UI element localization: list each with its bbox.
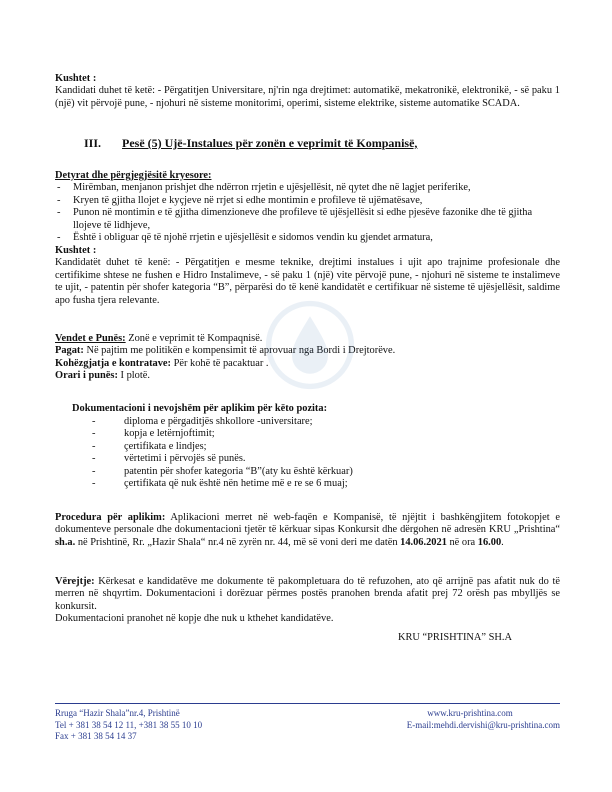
work-place-value: Zonë e veprimit të Kompaqnisë. — [125, 333, 263, 344]
list-item: - Është i obliguar që të njohë rrjetin e ujësjellësit e sidomos vendin ku gjendet armatura, — [55, 232, 560, 244]
work-place-label: Vendet e Punës: — [55, 333, 126, 344]
footer-email-link[interactable]: E-mail:mehdi.dervishi@kru-prishtina.com — [406, 719, 560, 730]
salary-label: Pagat: — [55, 345, 84, 357]
note-body: Kërkesat e kandidatëve me dokumente të pakompletuara do të refuzohen, ato që arrijnë pas afatit nuk do të merren në shqyrtim. Dokumentacioni i dorëzuar përmes postës pranohen brenda afatit prej 72 orësh pas mbylljës se konkursit. — [55, 576, 560, 612]
conditions-section-2 — [55, 245, 560, 307]
contract-label: Kohëzgjatja e kontratave: — [55, 357, 171, 369]
procedure-section — [55, 512, 560, 549]
conditions-section-1 — [55, 73, 560, 110]
schedule-label: Orari i punës: — [55, 370, 118, 382]
documents-section — [92, 416, 552, 490]
procedure-sha: sh.a. — [55, 536, 76, 548]
documents-label: Dokumentacioni i nevojshëm për aplikim për këto pozita: — [72, 403, 328, 414]
note-section — [55, 576, 560, 626]
procedure-text — [55, 512, 560, 549]
footer-divider — [55, 703, 560, 704]
footer-website-link[interactable]: www.kru-prishtina.com — [427, 708, 513, 718]
list-item: - kopja e letërnjoftimit; — [92, 428, 552, 440]
list-item: - çertifikata e lindjes; — [92, 441, 552, 453]
duties-label: Detyrat dhe përgjegjësitë kryesore: — [55, 170, 212, 181]
schedule-value: I plotë. — [117, 370, 150, 382]
footer-fax: Fax + 381 38 54 14 37 — [55, 731, 137, 741]
section-heading — [84, 136, 417, 151]
footer-contact — [55, 708, 202, 743]
procedure-deadline-time: 16.00 — [477, 536, 502, 548]
conditions-text: Kandidati duhet të ketë: - Përgatitjen Universitare, nj'rin nga drejtimet: automatikë, mekatronikë, elektronikë, - së paku 1 (një) vit përvojë pune, - njohuri në sisteme monitorimi, operimi, sisteme elektrike, sisteme automatike SCADA. — [55, 85, 560, 109]
note-text — [55, 576, 560, 613]
procedure-text-part: në Prishtinë, Rr. „Hazir Shala“ nr.4 në zyrën nr. 44, më së voni deri me datën — [75, 536, 401, 548]
footer-online — [340, 708, 560, 731]
watermark-logo-icon — [265, 300, 355, 390]
conditions-label: Kushtet : — [55, 245, 97, 256]
procedure-text-part: në ora — [446, 536, 478, 548]
documents-heading-wrap — [72, 403, 552, 415]
list-item: - Punon në montimin e të gjitha dimenzioneve dhe profileve të ujësjellësit si edhe pjesëve fazonike dhe të gjitha llojeve të lidhjeve, — [55, 207, 560, 232]
duties-list — [55, 182, 560, 244]
procedure-text-part: . — [501, 536, 504, 548]
list-item: - Kryen të gjitha llojet e kyçjeve në rrjet si edhe montimin e profileve të ujëmatësave, — [55, 195, 560, 207]
salary-value: Në pajtim me politikën e kompensimit të aprovuar nga Bordi i Drejtorëve. — [83, 345, 396, 357]
signature: KRU “PRISHTINA” SH.A — [398, 632, 513, 643]
note-label: Vërejtje: — [55, 576, 95, 587]
list-item: - Mirëmban, menjanon prishjet dhe ndërron rrjetin e ujësjellësit, në qytet dhe në lagjet periferike, — [55, 182, 560, 194]
list-item: - diploma e përgaditjës shkollore -universitare; — [92, 416, 552, 428]
section-title: Pesë (5) Ujë-Instalues për zonën e veprimit të Kompanisë, — [122, 136, 418, 150]
note-line-2: Dokumentacioni pranohet në kopje dhe nuk u kthehet kandidatëve. — [55, 613, 334, 625]
list-item: - vërtetimi i përvojës së punës. — [92, 453, 552, 465]
section-number: III. — [84, 136, 102, 150]
list-item: - çertifikata që nuk është nën hetime më e re se 6 muaj; — [92, 478, 552, 490]
contract-value: Për kohë të pacaktuar . — [171, 357, 269, 369]
procedure-label: Procedura për aplikim: — [55, 512, 166, 523]
list-item: - patentin për shofer kategoria “B”(aty ku është kërkuar) — [92, 466, 552, 478]
conditions-label: Kushtet : — [55, 73, 97, 84]
conditions-text: Kandidatët duhet të kenë: - Përgatitjen e mesme teknike, drejtimi instalues i ujit apo trajnime profesionale dhe certifikime shtese ne fushen e Hidro Instalimeve, - së paku 1 (një) vite përvojë pune, - njohuri në sisteme te instalimeve te ujit, - patentin për shofer kategoria “B”, përparësi do të kenë kandidatët e certifikuar në sisteme të ujësjellësit, saldime apo fusha tjera relevante. — [55, 257, 560, 306]
duties-section — [55, 170, 560, 244]
documents-list — [92, 416, 552, 490]
footer-address: Rruga “Hazir Shala”nr.4, Prishtinë — [55, 708, 180, 718]
procedure-text-part: Aplikacioni merret në web-faqën e Kompanisë, të njëjtit i bashkëngjitem fotokopjet e dokumenteve personale dhe dokumentacioni tjetër të kërkuar sipas Konkursit dhe dërgohen në adresën KRU „Prishtina“ — [55, 512, 560, 536]
procedure-deadline-date: 14.06.2021 — [400, 536, 447, 548]
footer-phone: Tel + 381 38 54 12 11, +381 38 55 10 10 — [55, 719, 203, 730]
